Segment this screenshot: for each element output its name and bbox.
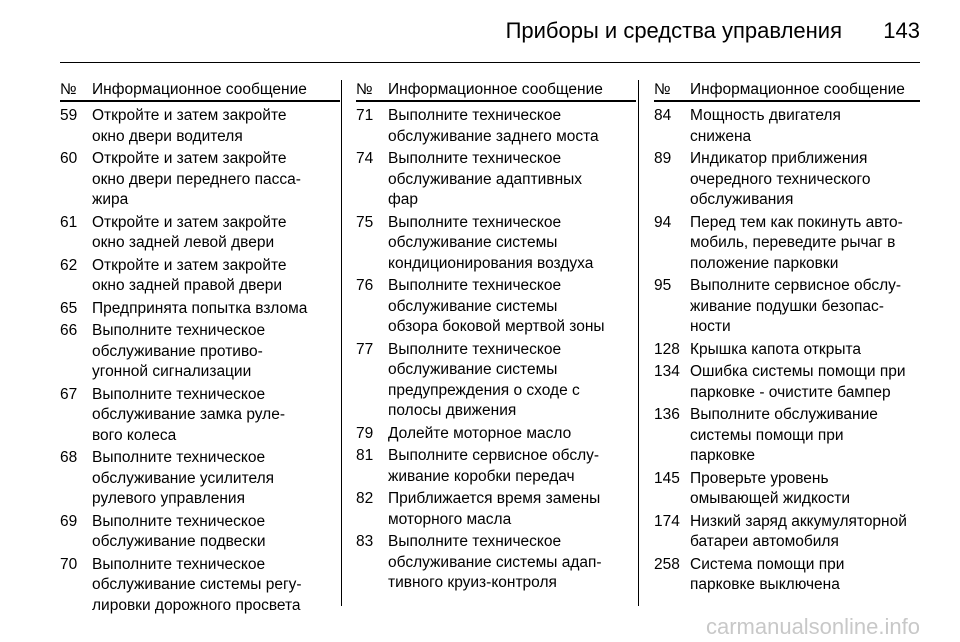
message-text: Выполните техническое обслуживание заднего моста (388, 107, 599, 145)
message-number: 145 (654, 469, 680, 487)
message-number: 71 (356, 107, 374, 124)
table-row (654, 555, 920, 596)
message-text: Мощность двигателя снижена (690, 107, 841, 145)
table-row (356, 149, 636, 211)
message-number: 66 (60, 322, 78, 339)
message-number: 65 (60, 299, 78, 317)
message-text: Долейте моторное масло (388, 424, 572, 442)
column-divider (638, 80, 639, 606)
table-row (60, 321, 340, 383)
message-number: 67 (60, 385, 78, 403)
table-header (356, 80, 636, 102)
message-number: 69 (60, 512, 78, 530)
message-number: 75 (356, 213, 374, 231)
table-row (356, 532, 636, 594)
message-number: 61 (60, 213, 78, 231)
message-number: 62 (60, 256, 78, 274)
message-text: Выполните техническое обслуживание системы регу- лировки дорожного просвета (92, 555, 302, 614)
page-number: 143 (883, 18, 920, 43)
message-text: Ошибка системы помощи при парковке - очистите бампер (690, 363, 906, 401)
message-number: 258 (654, 555, 680, 573)
watermark: carmanualsonline.info (705, 614, 920, 639)
message-number: 77 (356, 340, 374, 358)
message-number: 84 (654, 107, 672, 124)
message-number: 136 (654, 406, 680, 423)
message-number: 82 (356, 490, 374, 507)
table-row (654, 405, 920, 467)
table-row (60, 299, 340, 320)
message-text: Выполните сервисное обслу- живание подушки безопас- ности (690, 277, 902, 335)
table-row (356, 489, 636, 530)
message-text: Приближается время замены моторного масла (388, 490, 601, 528)
table-row (356, 213, 636, 275)
message-text: Выполните техническое обслуживание системы предупреждения о сходе с полосы движения (388, 340, 580, 419)
message-text: Низкий заряд аккумуляторной батареи автомобиля (690, 512, 907, 550)
table-row (356, 106, 636, 147)
message-text: Выполните техническое обслуживание адаптивных фар (388, 150, 583, 208)
message-number: 174 (654, 512, 680, 530)
message-text: Откройте и затем закройте окно двери переднего пасса- жира (92, 150, 301, 208)
message-number: 76 (356, 277, 374, 294)
message-text: Предпринята попытка взлома (92, 299, 308, 317)
message-number: 94 (654, 213, 672, 231)
message-number: 59 (60, 107, 78, 124)
message-number: 134 (654, 363, 680, 380)
message-text: Крышка капота открыта (690, 340, 862, 358)
number-column-header: № (654, 81, 671, 98)
message-list (356, 106, 636, 594)
table-row (356, 424, 636, 445)
table-row (654, 469, 920, 510)
message-text: Выполните техническое обслуживание системы обзора боковой мертвой зоны (388, 277, 605, 335)
table-row (60, 512, 340, 553)
table-row (60, 106, 340, 147)
message-number: 95 (654, 277, 672, 294)
table-row (356, 340, 636, 422)
message-text: Выполните техническое обслуживание усилителя рулевого управления (92, 449, 275, 507)
table-header (654, 80, 920, 102)
number-column-header: № (60, 81, 77, 98)
table-row (654, 512, 920, 553)
message-text: Проверьте уровень омывающей жидкости (690, 469, 851, 507)
header-rule (60, 62, 920, 63)
message-number: 81 (356, 447, 374, 464)
page-header (60, 16, 920, 48)
table-row (654, 106, 920, 147)
message-text: Откройте и затем закройте окно задней правой двери (92, 256, 287, 294)
table-row (60, 213, 340, 254)
table-row (60, 555, 340, 617)
message-text: Система помощи при парковке выключена (690, 555, 845, 593)
message-column-header: Информационное сообщение (388, 81, 603, 98)
message-list (60, 106, 340, 616)
column-2 (356, 80, 636, 596)
message-text: Индикатор приближения очередного технического обслуживания (690, 150, 871, 208)
message-text: Выполните техническое обслуживание системы адап- тивного круиз-контроля (388, 533, 602, 591)
message-number: 60 (60, 150, 78, 167)
message-text: Откройте и затем закройте окно задней левой двери (92, 213, 287, 251)
message-column-header: Информационное сообщение (690, 81, 905, 98)
message-text: Выполните техническое обслуживание системы кондиционирования воздуха (388, 213, 594, 272)
page-title: Приборы и средства управления (505, 18, 842, 43)
message-number: 83 (356, 533, 374, 550)
table-row (356, 446, 636, 487)
message-number: 70 (60, 555, 78, 573)
column-1 (60, 80, 340, 618)
message-number: 74 (356, 150, 374, 167)
message-text: Выполните техническое обслуживание противо- угонной сигнализации (92, 322, 266, 380)
table-row (60, 448, 340, 510)
message-number: 128 (654, 340, 680, 358)
table-row (654, 362, 920, 403)
number-column-header: № (356, 81, 373, 98)
message-number: 89 (654, 150, 672, 167)
message-text: Выполните сервисное обслу- живание коробки передач (388, 447, 600, 485)
table-row (60, 256, 340, 297)
message-text: Выполните обслуживание системы помощи при парковке (690, 406, 878, 464)
message-text: Перед тем как покинуть авто- мобиль, переведите рычаг в положение парковки (690, 213, 903, 272)
table-row (60, 385, 340, 447)
table-row (356, 276, 636, 338)
table-header (60, 80, 340, 102)
column-3 (654, 80, 920, 598)
message-number: 79 (356, 424, 374, 442)
table-row (60, 149, 340, 211)
table-row (654, 213, 920, 275)
message-number: 68 (60, 449, 78, 466)
message-list (654, 106, 920, 596)
table-row (654, 340, 920, 361)
message-column-header: Информационное сообщение (92, 81, 307, 98)
column-divider (341, 80, 342, 606)
message-text: Выполните техническое обслуживание подвески (92, 512, 266, 550)
table-row (654, 276, 920, 338)
table-row (654, 149, 920, 211)
message-text: Выполните техническое обслуживание замка руле- вого колеса (92, 385, 286, 444)
message-text: Откройте и затем закройте окно двери водителя (92, 107, 287, 145)
